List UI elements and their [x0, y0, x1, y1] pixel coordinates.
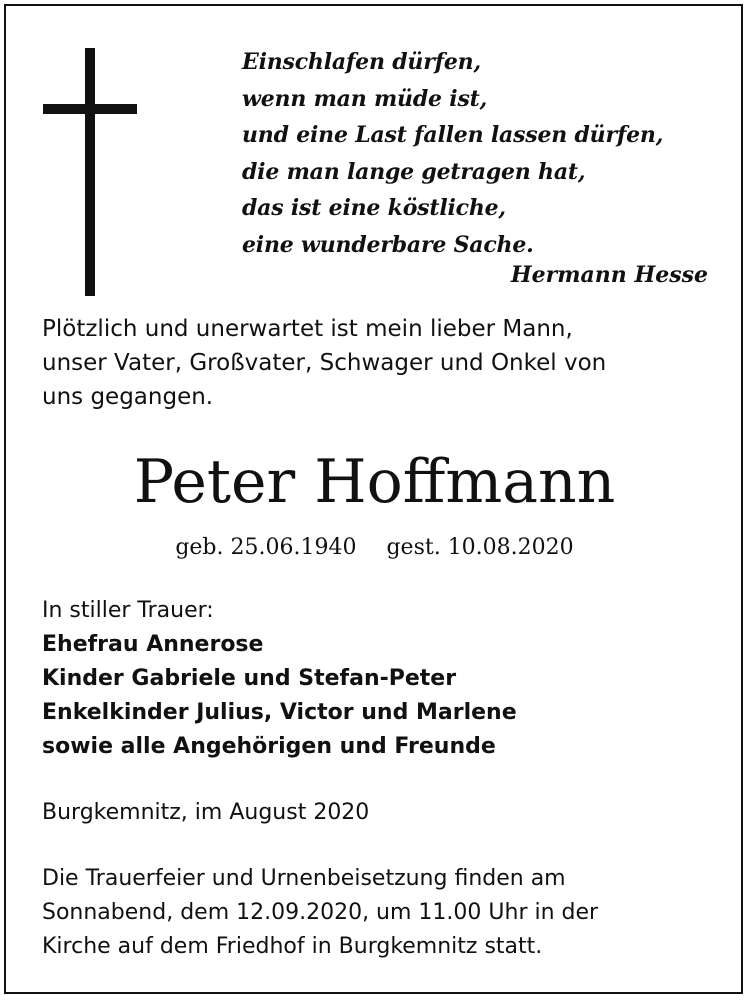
mourner-line: Enkelkinder Julius, Victor und Marlene — [42, 700, 517, 725]
service-line: Sonnabend, dem 12.09.2020, um 11.00 Uhr in der — [42, 900, 599, 925]
service-line: Kirche auf dem Friedhof in Burgkemnitz statt. — [42, 934, 543, 959]
poem-line: eine wunderbare Sache. — [242, 231, 534, 258]
death-date: gest. 10.08.2020 — [386, 535, 574, 560]
cross-vertical-bar — [85, 48, 95, 296]
mourner-line: sowie alle Angehörigen und Freunde — [42, 734, 496, 759]
poem — [242, 44, 722, 263]
cross-icon — [43, 48, 137, 296]
birth-date: geb. 25.06.1940 — [175, 535, 357, 560]
mourners-heading: In stiller Trauer: — [42, 598, 214, 623]
poem-line: das ist eine köstliche, — [242, 195, 506, 221]
intro-line: uns gegangen. — [42, 384, 214, 410]
mourners-list — [42, 594, 702, 764]
cross-horizontal-bar — [43, 104, 137, 114]
intro-line: Plötzlich und unerwartet ist mein lieber Mann, — [42, 316, 573, 342]
life-dates — [0, 532, 749, 564]
mourner-line: Ehefrau Annerose — [42, 632, 264, 657]
place-and-date: Burgkemnitz, im August 2020 — [42, 800, 370, 825]
service-info — [42, 862, 722, 964]
mourner-line: Kinder Gabriele und Stefan-Peter — [42, 666, 457, 691]
poem-line: und eine Last fallen lassen dürfen, — [242, 122, 664, 148]
poem-line: die man lange getragen hat, — [242, 158, 586, 185]
intro-text — [42, 312, 702, 414]
poem-author: Hermann Hesse — [510, 262, 708, 288]
service-line: Die Trauerfeier und Urnenbeisetzung finden am — [42, 866, 566, 891]
intro-line: unser Vater, Großvater, Schwager und Onkel von — [42, 350, 607, 376]
deceased-name: Peter Hoffmann — [133, 447, 616, 517]
poem-line: wenn man müde ist, — [242, 85, 488, 112]
poem-line: Einschlafen dürfen, — [242, 49, 481, 75]
